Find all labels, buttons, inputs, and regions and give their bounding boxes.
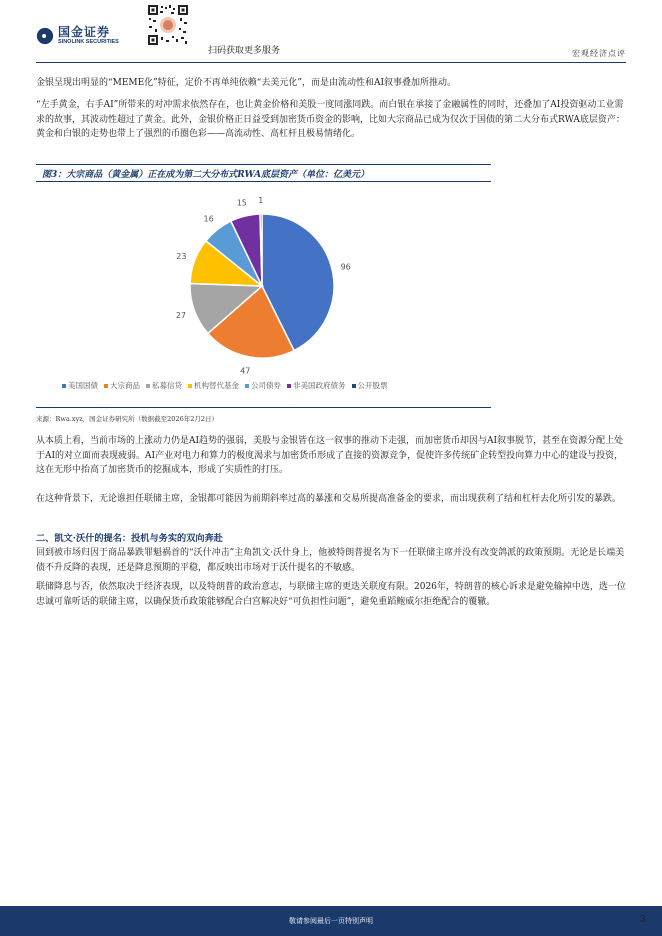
figure-title: 图3：大宗商品（黄金属）正在成为第二大分布式RWA底层资产（单位：亿美元） [42,170,370,180]
legend-label: 私募信贷 [152,381,182,390]
logo-name-cn: 国金证券 [58,25,111,39]
sinolink-logo-icon [36,27,54,45]
page-number: 3 [640,914,646,925]
paragraph-3: 从本质上看，当前市场的上涨动力仍是AI趋势的强弱，美股与金银皆在这一叙事的推动下走强，而加密货币却因与AI叙事脱节，甚至在资源分配上处于AI的对立面而表现疲弱。AI产业对电力和算力的极度渴求与加密货币形成了直接的资源竞争，促使许多传统矿企转型投向算力中心的建设与投资，这在无形中抬高了加密货币的挖掘成本，形成了实质性的打压。 [36,436,624,475]
page-header [0,0,662,62]
figure-source: 来源：Rwa.xyz，国金证券研究所（数据截至2026年2月2日） [36,415,218,423]
legend-label: 非美国政府债务 [293,381,346,390]
logo-name-en: SINOLINK SECURITIES [58,39,119,45]
legend-swatch [104,384,108,388]
pie-data-label-1: 47 [240,366,251,376]
legend-swatch [146,384,150,388]
legend-swatch [188,384,192,388]
pie-data-label-3: 23 [176,252,187,261]
report-type: 宏观经济点评 [572,49,626,58]
header-divider [36,62,626,63]
pie-data-label-5: 15 [236,198,247,208]
legend-item-1 [104,380,140,391]
figure-title-bar [36,164,491,182]
chart-legend [62,380,388,391]
legend-label: 公开股票 [357,381,388,390]
figure-bottom-divider [36,407,491,408]
pie-data-label-2: 27 [175,310,187,320]
paragraph-2: “左手黄金，右手AI”所带来的对冲需求依然存在，也让黄金价格和美股一度同涨同跌。而白银在承接了金融属性的同时，还叠加了AI投资驱动工业需求的故事，其波动性超过了黄金。此外，金银价格正日益受到加密货币资金的影响，比如大宗商品已成为仅次于国债的第二大分布式RWA底层资产：黄金和白银的走势也带上了强烈的币圈色彩——高流动性、高杠杆且极易情绪化。 [36,100,625,139]
paragraph-6: 联储降息与否，依然取决于经济表现，以及特朗普的政治意志，与联储主席的更迭关联度有限。2026年，特朗普的核心诉求是避免输掉中选，选一位忠诚可靠听话的联储主席，以确保货币政策能够配合白宫解决好“可负担性问题”，避免重蹈鲍威尔拒绝配合的覆辙。 [36,582,626,607]
legend-swatch [245,384,249,388]
legend-swatch [352,384,356,388]
legend-item-6 [352,380,388,391]
qr-code-icon[interactable] [147,4,189,46]
legend-swatch [287,384,291,388]
pie-data-label-0: 96 [340,262,351,272]
legend-swatch [62,384,66,388]
qr-caption: 扫码获取更多服务 [208,46,281,56]
legend-label: 大宗商品 [110,381,140,390]
footer-disclaimer[interactable]: 敬请参阅最后一页特别声明 [289,917,373,925]
page-footer [0,906,662,936]
legend-item-0 [62,380,98,391]
legend-item-3 [188,380,239,391]
paragraph-5: 回到被市场归因于商品暴跌罪魁祸首的“沃什冲击”主角凯文·沃什身上，他被特朗普提名为下一任联储主席并没有改变鸽派的政策预期。无论是长端美债不升反降的表现，还是降息预期的平稳，都反映出市场对于沃什提名的不敏感。 [36,548,625,573]
rwa-pie-chart [36,183,491,398]
legend-item-2 [146,380,182,391]
legend-label: 机构替代基金 [194,381,239,390]
company-logo [36,26,119,46]
legend-label: 美国国债 [68,381,98,390]
legend-item-4 [245,380,281,391]
legend-item-5 [287,380,346,391]
pie-data-label-4: 16 [203,214,214,224]
paragraph-4: 在这种背景下，无论谁担任联储主席，金银都可能因为前期斜率过高的暴涨和交易所提高准备金的要求，而出现获利了结和杠杆去化所引发的暴跌。 [36,494,622,504]
pie-data-label-6: 1 [258,196,264,205]
legend-label: 公司债券 [251,381,281,390]
section-heading: 二、凯文·沃什的提名：投机与务实的双向奔赴 [36,533,223,544]
paragraph-1: 金银呈现出明显的“MEME化”特征，定价不再单纯依赖“去美元化”，而是由流动性和AI叙事叠加所推动。 [36,78,457,88]
